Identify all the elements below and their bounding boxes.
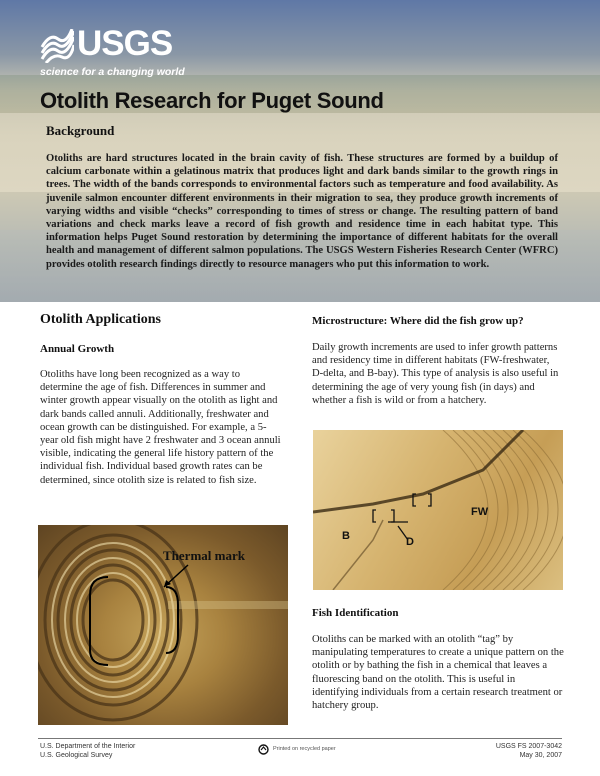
applications-heading: Otolith Applications bbox=[40, 312, 161, 327]
recycle-icon bbox=[258, 744, 269, 755]
thermal-mark-label: Thermal mark bbox=[163, 548, 245, 563]
publication-date: May 30, 2007 bbox=[519, 752, 562, 759]
fact-sheet-number: USGS FS 2007-3042 bbox=[495, 743, 562, 750]
usgs-tagline: science for a changing world bbox=[40, 66, 185, 78]
footer-left bbox=[40, 742, 135, 760]
footer-divider bbox=[38, 738, 562, 739]
microstructure-text: Daily growth increments are used to infer growth patterns and residency time in different habitats (FW-freshwater, D-delta, and B-bay). This type of analysis is also useful in determining the age of very young fish (in days) and whether a fish is wild or from a hatchery. bbox=[312, 342, 559, 406]
footer-right bbox=[470, 742, 562, 760]
recycled-paper-text: Printed on recycled paper bbox=[273, 746, 336, 752]
b-label: B bbox=[342, 530, 350, 542]
page-title: Otolith Research for Puget Sound bbox=[40, 88, 384, 113]
usgs-logo[interactable] bbox=[40, 24, 185, 79]
hero-banner bbox=[0, 0, 600, 302]
annual-growth-text: Otoliths have long been recognized as a way to determine the age of fish. Differences in summer and winter growth appear visually on the otolith as light and dark bands called annuli. Additionally, freshwater and ocean growth can be distinguished. For example, a 5-year old fish might have 2 freshwater and 3 ocean annuli visible, indicating the general life history pattern of the individual fish. Individual based growth rates can be determined, since otolith size is related to fish size. bbox=[40, 369, 281, 486]
footer-department: U.S. Department of the Interior bbox=[40, 743, 136, 750]
footer-survey: U.S. Geological Survey bbox=[40, 752, 113, 759]
fish-identification-heading: Fish Identification bbox=[312, 607, 399, 619]
annual-growth-otolith-image bbox=[38, 525, 288, 725]
microstructure-otolith-image bbox=[313, 430, 563, 590]
background-text: Otoliths are hard structures located in the brain cavity of fish. These structures are formed by a buildup of calcium carbonate within a gelatinous matrix that produces light and dark bands similar to the growth rings in trees. The width of the bands corresponds to environmental factors such as temperature and food availability. As juvenile salmon encounter different environments in their migration to sea, they produce growth increments of varying widths and visible “checks” corresponding to times of stress or change. The resulting pattern of band variations and check marks leave a record of fish growth and residence time in each habitat type. This information helps Puget Sound restoration by determining the importance of different habitats for the overall health and management of different salmon populations. The USGS Western Fisheries Research Center (WFRC) provides otolith research findings directly to resource managers who put this information to work. bbox=[46, 153, 558, 270]
background-heading: Background bbox=[46, 123, 115, 138]
microstructure-rings-graphic bbox=[313, 430, 563, 590]
microstructure-heading: Microstructure: Where did the fish grow up? bbox=[312, 315, 524, 327]
fw-label: FW bbox=[471, 506, 489, 518]
d-label: D bbox=[406, 536, 414, 548]
usgs-wave-icon bbox=[40, 29, 74, 63]
fish-identification-text: Otoliths can be marked with an otolith “tag” by manipulating temperatures to create a unique pattern on the otolith or by bathing the fish in a chemical that leaves a fluorescing band on the otolith. This is useful in identifying individuals from a certain research treatment or hatchery group. bbox=[312, 634, 564, 712]
footer-center bbox=[258, 744, 336, 755]
annual-growth-heading: Annual Growth bbox=[40, 343, 115, 355]
usgs-wordmark: USGS bbox=[77, 24, 173, 63]
